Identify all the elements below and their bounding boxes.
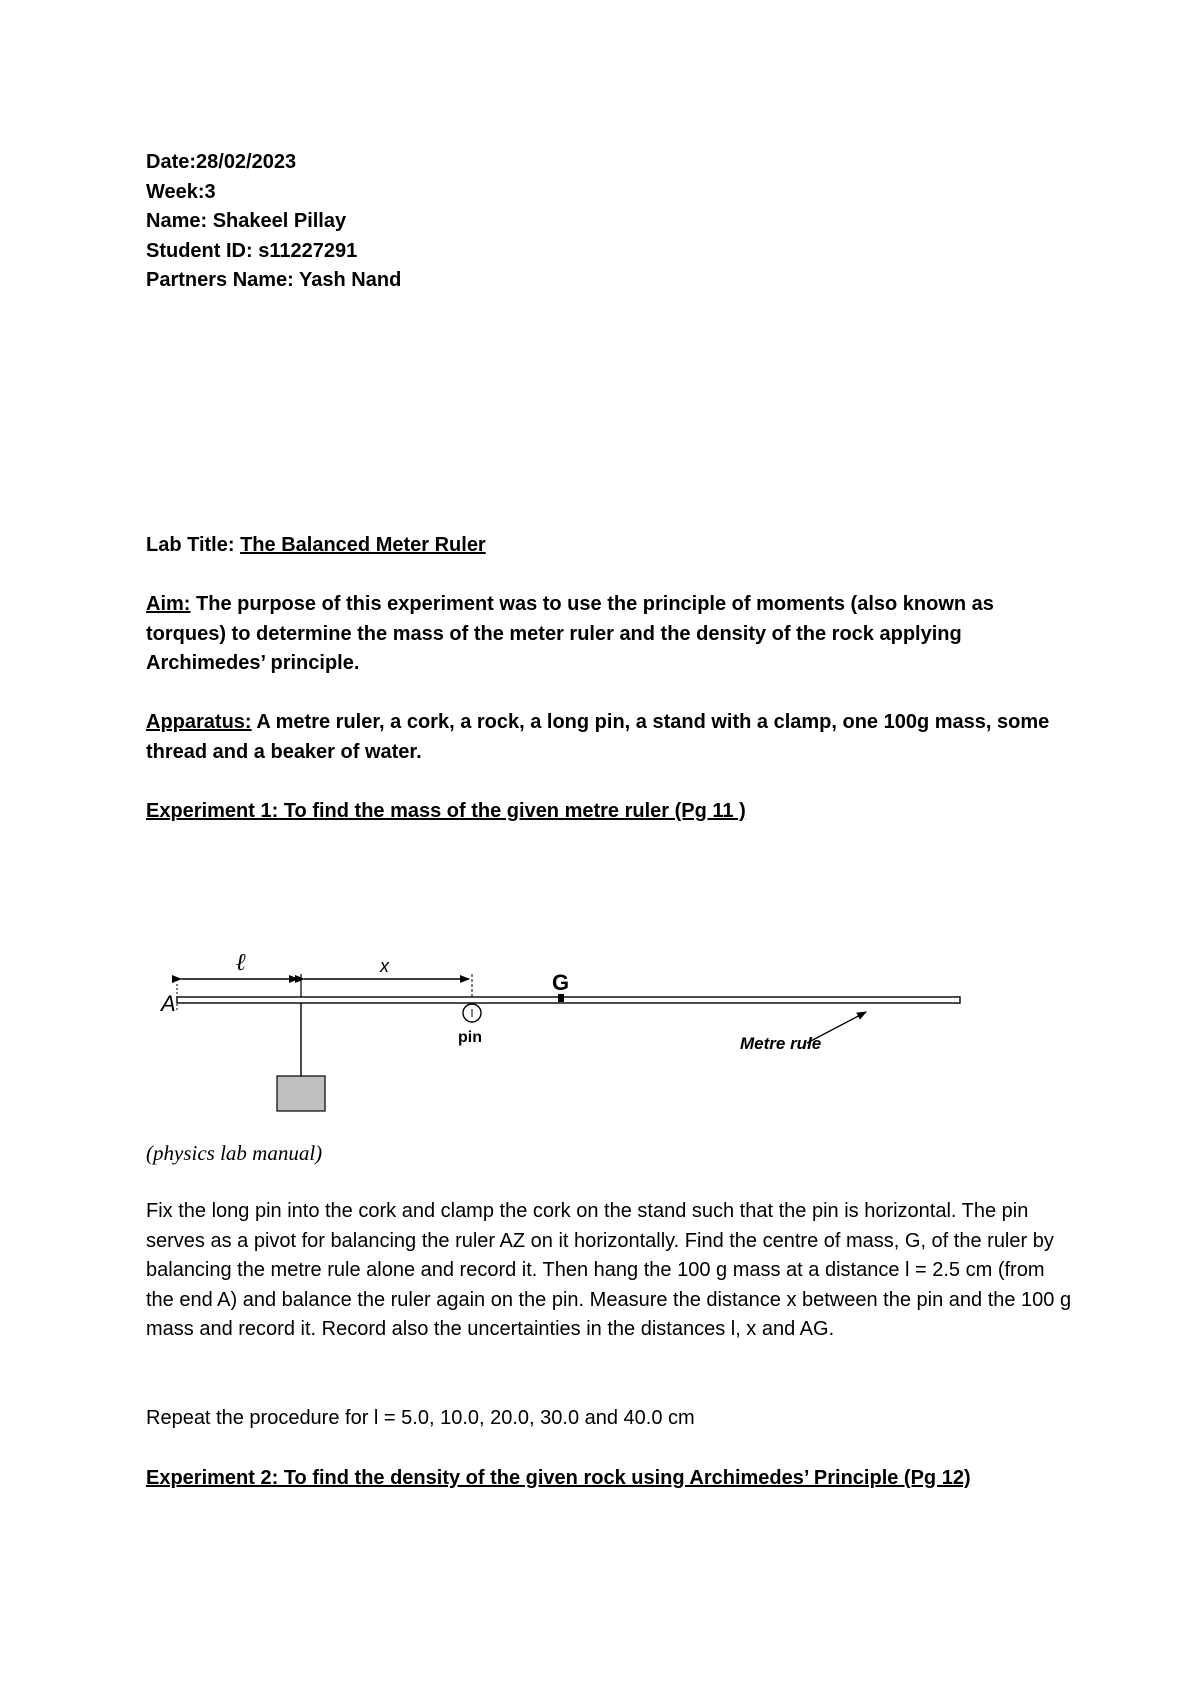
aim-label: Aim: xyxy=(146,593,191,615)
metre-rule-bar xyxy=(177,997,960,1003)
apparatus-text: A metre ruler, a cork, a rock, a long pin, a stand with a clamp, one 100g mass, some thread and a beaker of water. xyxy=(146,711,1050,763)
apparatus-section xyxy=(146,708,1076,767)
label-a: A xyxy=(161,991,176,1016)
label-pin: pin xyxy=(458,1029,482,1046)
hanging-mass-100g xyxy=(277,1076,325,1111)
label-metre-rule: Metre rule xyxy=(740,1034,822,1053)
week-line: Week:3 xyxy=(146,180,216,203)
procedure-paragraph-2: Repeat the procedure for l = 5.0, 10.0, 20.0, 30.0 and 40.0 cm xyxy=(146,1407,695,1429)
lab-title-label: Lab Title: xyxy=(146,534,241,556)
lab-title-value: The Balanced Meter Ruler xyxy=(240,534,486,556)
apparatus-label: Apparatus: xyxy=(146,711,252,733)
aim-section xyxy=(146,590,1076,679)
label-g: G xyxy=(552,970,570,995)
label-x: x xyxy=(380,956,389,976)
lab-title xyxy=(146,531,1076,561)
label-l: ℓ xyxy=(236,950,247,976)
partners-line: Partners Name: Yash Nand xyxy=(146,269,402,291)
name-line: Name: Shakeel Pillay xyxy=(146,210,347,232)
metre-rule-diagram xyxy=(155,948,965,1118)
header-info xyxy=(146,148,401,296)
centre-of-mass-marker xyxy=(558,994,564,1002)
procedure-paragraph-1: Fix the long pin into the cork and clamp the cork on the stand such that the pin is horizontal. The pin serves as a pivot for balancing the ruler AZ on it horizontally. Find the centre of mass, G, of the ruler by balancing the metre rule alone and record it. Then hang the 100 g mass at a distance l = 2.5 cm (from the end A) and balance the ruler again on the pin. Measure the distance x between the pin and the 100 g mass and record it. Record also the uncertainties in the distances l, x and AG. xyxy=(146,1200,1072,1340)
date-line: Date:28/02/2023 xyxy=(146,151,297,173)
experiment1-heading: Experiment 1: To find the mass of the given metre ruler (Pg 11 ) xyxy=(146,800,746,822)
experiment2-heading: Experiment 2: To find the density of the given rock using Archimedes’ Principle (Pg 12) xyxy=(146,1467,971,1489)
aim-text: The purpose of this experiment was to use the principle of moments (also known as torques) to determine the mass of the meter ruler and the density of the rock applying Archimedes’ principle. xyxy=(146,593,994,674)
figure-caption: (physics lab manual) xyxy=(146,1141,323,1165)
student-id-line: Student ID: s11227291 xyxy=(146,239,358,262)
